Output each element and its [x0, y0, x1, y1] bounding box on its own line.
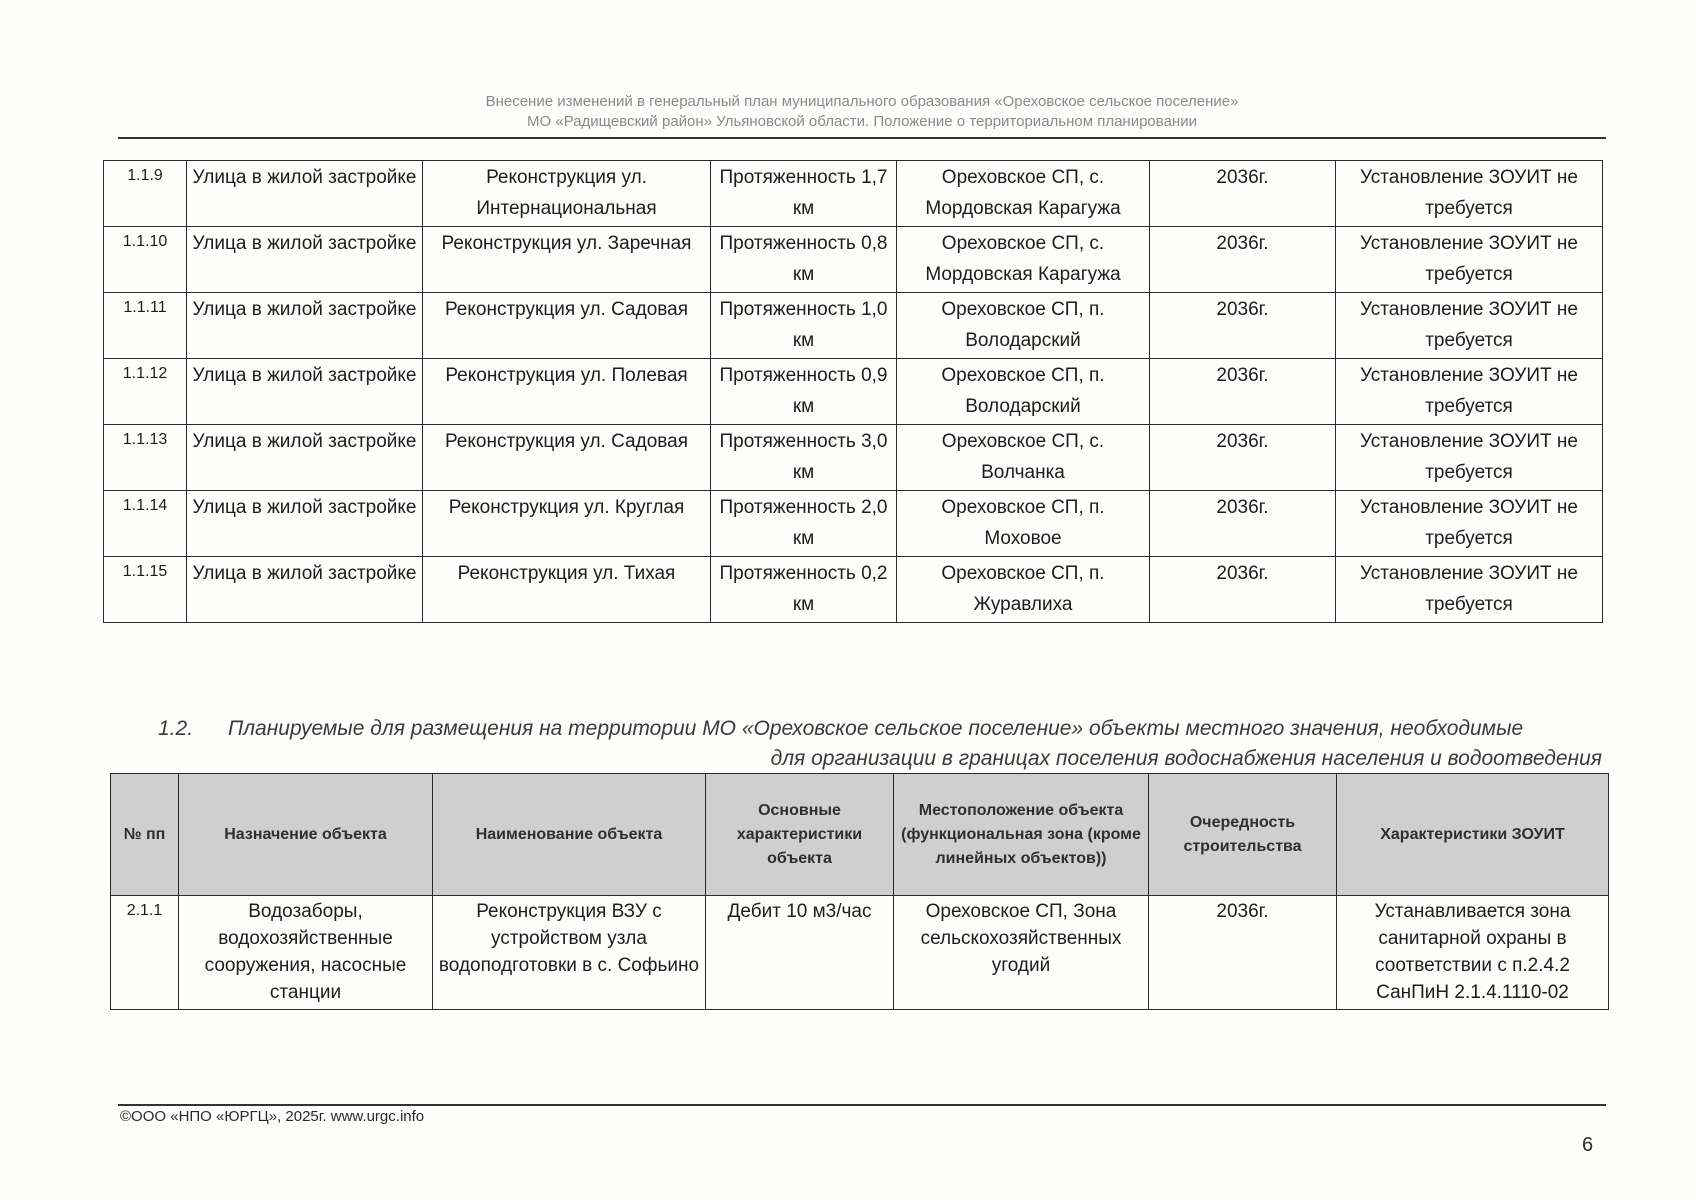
characteristics-cell: Протяженность 3,0 км [711, 425, 897, 491]
object-name-cell: Реконструкция ул. Садовая [423, 425, 711, 491]
row-number: 1.1.10 [104, 227, 187, 293]
location-cell: Ореховское СП, п. Моховое [897, 491, 1150, 557]
document-header [118, 92, 1606, 132]
object-name-cell: Реконструкция ул. Садовая [423, 293, 711, 359]
zouit-cell: Установление ЗОУИТ не требуется [1336, 491, 1603, 557]
table-header-row [111, 774, 1609, 896]
row-number: 1.1.11 [104, 293, 187, 359]
roads-table [103, 160, 1603, 623]
object-name-cell: Реконструкция ул. Интернациональная [423, 161, 711, 227]
object-type-cell: Улица в жилой застройке [187, 359, 423, 425]
object-type-cell: Улица в жилой застройке [187, 293, 423, 359]
row-number: 1.1.15 [104, 557, 187, 623]
header-name: Наименование объекта [433, 774, 706, 896]
characteristics-cell: Протяженность 0,9 км [711, 359, 897, 425]
row-number: 1.1.13 [104, 425, 187, 491]
zouit-cell: Установление ЗОУИТ не требуется [1336, 161, 1603, 227]
header-line-1: Внесение изменений в генеральный план муниципального образования «Ореховское сельское поселение» [485, 93, 1239, 110]
zouit-cell: Установление ЗОУИТ не требуется [1336, 359, 1603, 425]
header-divider [118, 137, 1606, 139]
stage-cell: 2036г. [1150, 491, 1336, 557]
characteristics-cell: Дебит 10 м3/час [706, 896, 894, 1010]
row-number: 1.1.9 [104, 161, 187, 227]
characteristics-cell: Протяженность 1,7 км [711, 161, 897, 227]
location-cell: Ореховское СП, п. Володарский [897, 359, 1150, 425]
location-cell: Ореховское СП, п. Журавлиха [897, 557, 1150, 623]
section-number: 1.2. [158, 717, 194, 740]
stage-cell: 2036г. [1150, 359, 1336, 425]
characteristics-cell: Протяженность 2,0 км [711, 491, 897, 557]
object-name-cell: Реконструкция ул. Заречная [423, 227, 711, 293]
header-location: Местоположение объекта (функциональная зона (кроме линейных объектов)) [894, 774, 1149, 896]
row-number: 2.1.1 [111, 896, 179, 1010]
object-type-cell: Улица в жилой застройке [187, 557, 423, 623]
location-cell: Ореховское СП, Зона сельскохозяйственных угодий [894, 896, 1149, 1010]
row-number: 1.1.12 [104, 359, 187, 425]
object-type-cell: Улица в жилой застройке [187, 227, 423, 293]
footer-divider [118, 1104, 1606, 1106]
zouit-cell: Установление ЗОУИТ не требуется [1336, 557, 1603, 623]
object-name-cell: Реконструкция ул. Круглая [423, 491, 711, 557]
object-name-cell: Реконструкция ул. Полевая [423, 359, 711, 425]
location-cell: Ореховское СП, с. Мордовская Карагужа [897, 227, 1150, 293]
table-row [104, 227, 1603, 293]
table-row [104, 359, 1603, 425]
location-cell: Ореховское СП, с. Мордовская Карагужа [897, 161, 1150, 227]
header-purpose: Назначение объекта [179, 774, 433, 896]
object-type-cell: Улица в жилой застройке [187, 161, 423, 227]
header-zouit: Характеристики ЗОУИТ [1337, 774, 1609, 896]
location-cell: Ореховское СП, с. Волчанка [897, 425, 1150, 491]
section-title-line-2: для организации в границах поселения водоснабжения населения и водоотведения [770, 747, 1602, 770]
stage-cell: 2036г. [1150, 161, 1336, 227]
header-stage: Очередность строительства [1149, 774, 1337, 896]
object-type-cell: Улица в жилой застройке [187, 491, 423, 557]
characteristics-cell: Протяженность 0,8 км [711, 227, 897, 293]
zouit-cell: Установление ЗОУИТ не требуется [1336, 293, 1603, 359]
table-row [104, 161, 1603, 227]
zouit-cell: Устанавливается зона санитарной охраны в соответствии с п.2.4.2 СанПиН 2.1.4.1110-02 [1337, 896, 1609, 1010]
page-number: 6 [1582, 1134, 1594, 1156]
table-row [104, 557, 1603, 623]
table-row [104, 425, 1603, 491]
table-row [104, 293, 1603, 359]
stage-cell: 2036г. [1150, 227, 1336, 293]
zouit-cell: Установление ЗОУИТ не требуется [1336, 425, 1603, 491]
table-row [111, 896, 1609, 1010]
object-name-cell: Реконструкция ВЗУ с устройством узла водоподготовки в с. Софьино [433, 896, 706, 1010]
stage-cell: 2036г. [1150, 425, 1336, 491]
table-row [104, 491, 1603, 557]
object-purpose-cell: Водозаборы, водохозяйственные сооружения, насосные станции [179, 896, 433, 1010]
section-title-line-1: Планируемые для размещения на территории МО «Ореховское сельское поселение» объекты местного значения, необходимые [228, 717, 1524, 740]
object-type-cell: Улица в жилой застройке [187, 425, 423, 491]
header-num: № пп [111, 774, 179, 896]
stage-cell: 2036г. [1150, 293, 1336, 359]
stage-cell: 2036г. [1150, 557, 1336, 623]
row-number: 1.1.14 [104, 491, 187, 557]
section-heading [158, 714, 1602, 774]
zouit-cell: Установление ЗОУИТ не требуется [1336, 227, 1603, 293]
water-objects-table [110, 773, 1609, 1010]
footer-copyright: ©ООО «НПО «ЮРГЦ», 2025г. www.urgc.info [120, 1108, 425, 1125]
location-cell: Ореховское СП, п. Володарский [897, 293, 1150, 359]
stage-cell: 2036г. [1149, 896, 1337, 1010]
characteristics-cell: Протяженность 0,2 км [711, 557, 897, 623]
header-characteristics: Основные характеристики объекта [706, 774, 894, 896]
object-name-cell: Реконструкция ул. Тихая [423, 557, 711, 623]
header-line-2: МО «Радищевский район» Ульяновской области. Положение о территориальном планировании [527, 113, 1197, 130]
characteristics-cell: Протяженность 1,0 км [711, 293, 897, 359]
